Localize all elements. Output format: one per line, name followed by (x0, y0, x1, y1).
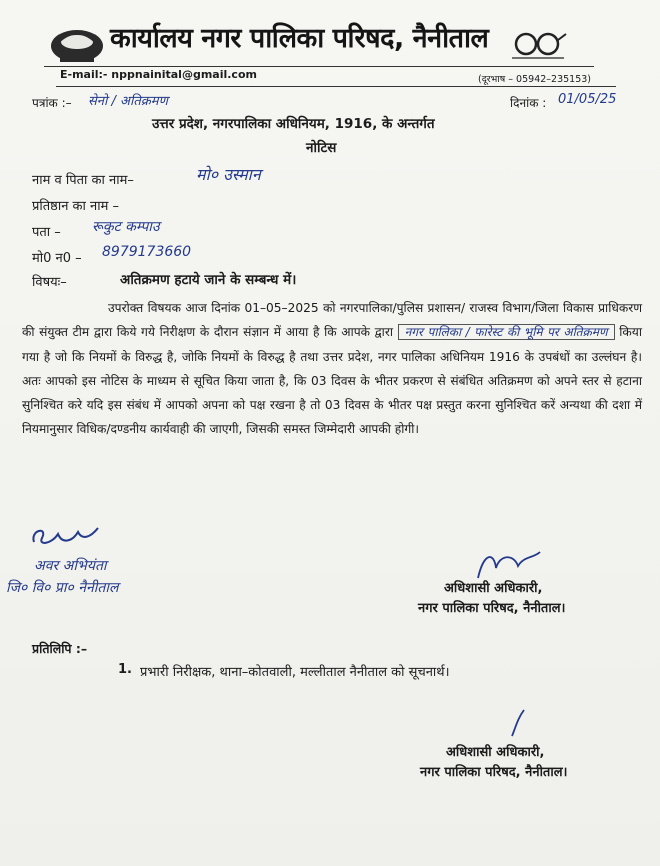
encroachment-description: नगर पालिका / फारेस्ट की भूमि पर अतिक्रमण (398, 324, 615, 340)
copy-label: प्रतिलिपि :– (32, 641, 88, 656)
copy-item-number: 1. (118, 662, 132, 677)
establishment-label: प्रतिष्ठान का नाम – (32, 199, 120, 214)
body-text-1: उपरोक्त विषयक आज दिनांक 01–05–2025 को नगरपालिका/पुलिस प्रशासन/ राजस्व विभाग/जिला विकास प्राधिकरण की संयुक्त टीम द्वारा किये गये निरीक्षण के दौरान संज्ञान में आया है कि आपके द्वारा (22, 301, 642, 340)
mobile-label: मो0 न0 – (32, 251, 82, 266)
subject-text: अतिक्रमण हटाये जाने के सम्बन्ध में। (120, 272, 297, 288)
ref-label: पत्रांक :– (32, 96, 72, 110)
copy-item-text: प्रभारी निरीक्षक, थाना–कोतवाली, मल्लीताल नैनीताल को सूचनार्थ। (140, 665, 450, 680)
subject-label: विषयः– (32, 275, 67, 290)
ref-value: सेनो / अतिक्रमण (88, 94, 168, 109)
officer-office: नगर पालिका परिषद, नैनीताल। (418, 601, 566, 616)
body-text-2: किया गया है जो कि नियमों के विरुद्ध है, जोकि नियमों के विरुद्ध है तथा उत्तर प्रदेश, नगर पालिका अधिनियम 1916 के उपबंधों का उल्लंघन है। अतः आपको इस नोटिस के माध्यम से सूचित किया जाता है, कि 03 दिवस के भीतर प्रकरण से संबंधित अतिक्रमण को अपने स्तर से हटाना सुनिश्चित करे यदि इस संबंध में आपको अपना को पक्ष रखना है तो 03 दिवस के भीतर पक्ष प्रस्तुत करना सुनिश्चित करें अन्यथा की दशा में नियमानुसार विधिक/दण्डनीय कार्यवाही की जाएगी, जिसकी समस्त जिम्मेदारी आपकी होगी। (22, 325, 642, 437)
notice-heading: नोटिस (306, 140, 337, 156)
officer-designation: अधिशासी अधिकारी, (444, 581, 543, 596)
officer-office-2: नगर पालिका परिषद, नैनीताल। (420, 765, 568, 780)
header-rule-2 (56, 86, 616, 87)
address-value: रूकुट कम्पाउ (92, 219, 160, 235)
junior-engineer-office: जि० वि० प्रा० नैनीताल (6, 580, 119, 596)
name-value: मो० उस्मान (196, 165, 261, 184)
office-title: कार्यालय नगर पालिका परिषद, नैनीताल (110, 23, 489, 54)
address-label: पता – (32, 225, 61, 240)
emblem-logo (48, 20, 106, 68)
notice-body (22, 296, 642, 442)
date-value: 01/05/25 (558, 92, 617, 107)
date-label: दिनांक : (510, 96, 547, 110)
name-label: नाम व पिता का नाम– (32, 173, 134, 188)
officer-signature-2 (508, 708, 528, 738)
junior-engineer-title: अवर अभियंता (34, 558, 107, 574)
header-email: E-mail:- nppnainital@gmail.com (60, 68, 257, 81)
swachh-bharat-logo (508, 28, 568, 64)
header-rule (44, 66, 594, 67)
header-phone: (दूरभाष – 05942–235153) (478, 74, 591, 85)
act-line: उत्तर प्रदेश, नगरपालिका अधिनियम, 1916, के अन्तर्गत (152, 116, 435, 132)
officer-designation-2: अधिशासी अधिकारी, (446, 745, 545, 760)
junior-engineer-signature (28, 520, 108, 554)
officer-signature (474, 548, 544, 582)
mobile-value: 8979173660 (102, 244, 192, 260)
